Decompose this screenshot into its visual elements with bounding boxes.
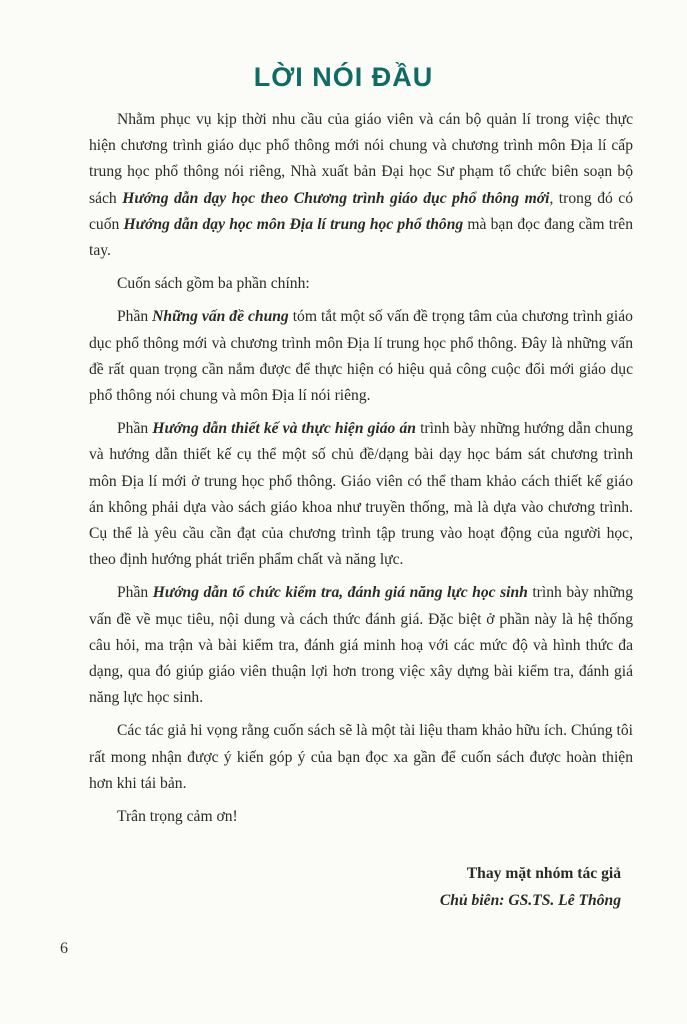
signature-block (440, 860, 621, 914)
paragraph-1-text-e: mà bạn đọc đang cầm trên tay. (89, 215, 634, 260)
signature-line-1: Thay mặt nhóm tác giả (466, 865, 621, 882)
paragraph-3-text-c: tóm tắt một số vấn đề trọng tâm của chương trình giáo dục phổ thông mới và chương trình môn Địa lí trung học phổ thông. Đây là những vấn đề rất quan trọng cần nắm được để thực hiện có hiệu quả công cuộc đổi mới giáo dục phổ thông nói chung và môn Địa lí nói riêng. (89, 308, 633, 405)
paragraph-4-part-title: Hướng dẫn thiết kế và thực hiện giáo án (152, 420, 416, 438)
paragraph-4 (89, 416, 633, 573)
paragraph-1-text-c: , trong đó có cuốn (89, 189, 633, 233)
paragraph-1-text-a: Nhằm phục vụ kịp thời nhu cầu của giáo viên và cán bộ quản lí trong việc thực hiện chương trình giáo dục phổ thông mới nói chung và chương trình môn Địa lí cấp trung học phổ thông nói riêng, Nhà xuất bản Đại học Sư phạm tổ chức biên soạn bộ sách (89, 111, 633, 207)
preface-body (89, 107, 633, 830)
paragraph-5 (89, 580, 633, 711)
paragraph-1-book-title: Hướng dẫn dạy học môn Địa lí trung học phổ thông (123, 215, 464, 233)
paragraph-1-series-title: Hướng dẫn dạy học theo Chương trình giáo dục phổ thông mới (122, 189, 550, 207)
paragraph-6: Các tác giả hi vọng rằng cuốn sách sẽ là một tài liệu tham khảo hữu ích. Chúng tôi rất mong nhận được ý kiến góp ý của bạn đọc xa gần để cuốn sách được hoàn thiện hơn khi tái bản. (89, 722, 633, 792)
paragraph-7: Trân trọng cảm ơn! (117, 808, 238, 826)
page-title: LỜI NÓI ĐẦU (253, 62, 434, 92)
page-number: 6 (60, 940, 68, 957)
paragraph-4-text-a: Phần (117, 420, 153, 438)
paragraph-2: Cuốn sách gồm ba phần chính: (117, 275, 310, 293)
paragraph-3 (89, 304, 633, 409)
paragraph-4-text-c: trình bày những hướng dẫn chung và hướng dẫn thiết kế cụ thể một số chủ đề/dạng bài dạy học bám sát chương trình môn Địa lí mới ở trung học phổ thông. Giáo viên có thể tham khảo cách thiết kế giáo án không phải dựa vào sách giáo khoa như truyền thống, mà là dựa vào chương trình. Cụ thể là yêu cầu cần đạt của chương trình tập trung vào hoạt động của người học, theo định hướng phát triển phẩm chất và năng lực. (89, 420, 633, 569)
signature-line-2: Chủ biên: GS.TS. Lê Thông (439, 892, 621, 909)
paragraph-3-text-a: Phần (117, 308, 153, 326)
paragraph-5-text-c: trình bày những vấn đề về mục tiêu, nội dung và cách thức đánh giá. Đặc biệt ở phần này là hệ thống câu hỏi, ma trận và bài kiểm tra, đánh giá minh hoạ với các mức độ và hình thức đa dạng, qua đó giúp giáo viên thuận lợi hơn trong việc xây dựng bài kiểm tra, đánh giá năng lực học sinh. (89, 584, 633, 707)
paragraph-5-part-title: Hướng dẫn tổ chức kiểm tra, đánh giá năng lực học sinh (152, 584, 528, 602)
paragraph-3-part-title: Những vấn đề chung (152, 308, 289, 326)
paragraph-1 (89, 107, 633, 264)
paragraph-5-text-a: Phần (117, 584, 153, 602)
